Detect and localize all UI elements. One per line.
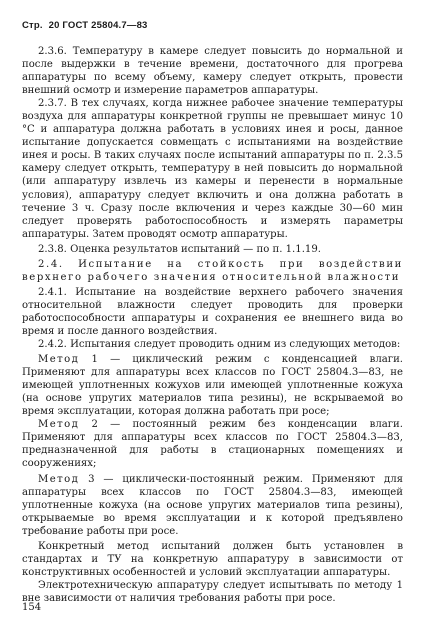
paragraph-2-3-8: 2.3.8. Оценка результатов испытаний — по п. 1.1.19. bbox=[38, 243, 321, 255]
method-1-text: 1 — циклический режим с конденсацией влаги. Применяют для аппаратуры всех классов по ГОСТ 25804.3—83, не имеющей уплотненных кожухов или имеющей уплотненные кожуха (на основе упругих материалов типа резины), не вскрываемой во время эксплуатации, которая должна работать при росе; bbox=[22, 354, 404, 418]
paragraph-2-3-7: 2.3.7. В тех случаях, когда нижнее рабочее значение температуры воздуха для аппаратуры конкретной группы не превышает минус 10 °С и аппаратура должна работать в условиях инея и росы, данное испытание допускается совмещать с испытаниями на воздействие инея и росы. В таких случаях после испытаний аппаратуры по п. 2.3.5 камеру следует открыть, температуру в ней повысить до нормальной (или аппаратуру извлечь из камеры и перенести в нормальные условия), аппаратуру следует включить и она должна работать в течение 3 ч. Сразу после включения и через каждые 30—60 мин следует проверять работоспособность и измерять параметры аппаратуры. Затем проводят осмотр аппаратуры. bbox=[22, 98, 403, 240]
paragraph-2-4-2: 2.4.2. Испытания следует проводить одним из следующих методов: bbox=[38, 339, 401, 351]
paragraph-2-3-6: 2.3.6. Температуру в камере следует повысить до нормальной и после выдержки в течение времени, достаточного для прогрева аппаратуры по всему объему, камеру следует открыть, провести внешний осмотр и измерение параметров аппаратуры. bbox=[22, 46, 403, 97]
paragraph-electrotechnical: Электротехническую аппаратуру следует испытывать по методу 1 вне зависимости от наличия требования работы при росе. bbox=[22, 579, 403, 604]
method-3-paragraph bbox=[22, 473, 403, 538]
method-3-text: 3 — циклически-постоянный режим. Применяют для аппаратуры всех классов по ГОСТ 25804.3—83, имеющей уплотненные кожуха (на основе упругих материалов типа резины), открываемые во время эксплуатации и к которой предъявлено требование работы при росе. bbox=[22, 473, 403, 537]
method-3-label: Метод bbox=[38, 473, 80, 485]
method-2-paragraph bbox=[22, 418, 403, 470]
method-1-label: Метод bbox=[38, 354, 80, 366]
paragraph-method-choice: Конкретный метод испытаний должен быть установлен в стандартах и ТУ на конкретную аппаратуру в зависимости от конструктивных особенностей и условий эксплуатации аппаратуры. bbox=[22, 540, 403, 578]
method-1-paragraph bbox=[22, 353, 403, 418]
header-prefix: Стр. bbox=[22, 20, 43, 31]
header-standard: ГОСТ 25804.7—83 bbox=[62, 20, 148, 31]
paragraph-2-4-1: 2.4.1. Испытание на воздействие верхнего рабочего значения относительной влажности следует проводить для проверки работоспособности аппаратуры и сохранения ее внешнего вида во время и после данного воздействия. bbox=[22, 286, 403, 337]
section-heading-2-4: 2.4. Испытание на стойкость при воздействии верхнего рабочего значения относительной влажности bbox=[22, 258, 403, 283]
page-header bbox=[22, 20, 148, 31]
method-2-text: 2 — постоянный режим без конденсации влаги. Применяют для аппаратуры всех классов по ГОСТ 25804.3—83, предназначенной для работы в стационарных помещениях и сооружениях; bbox=[22, 419, 403, 470]
method-2-label: Метод bbox=[38, 419, 80, 431]
header-page-number: 20 bbox=[48, 20, 60, 31]
page-footer-number: 154 bbox=[22, 602, 42, 613]
document-body bbox=[22, 45, 403, 605]
